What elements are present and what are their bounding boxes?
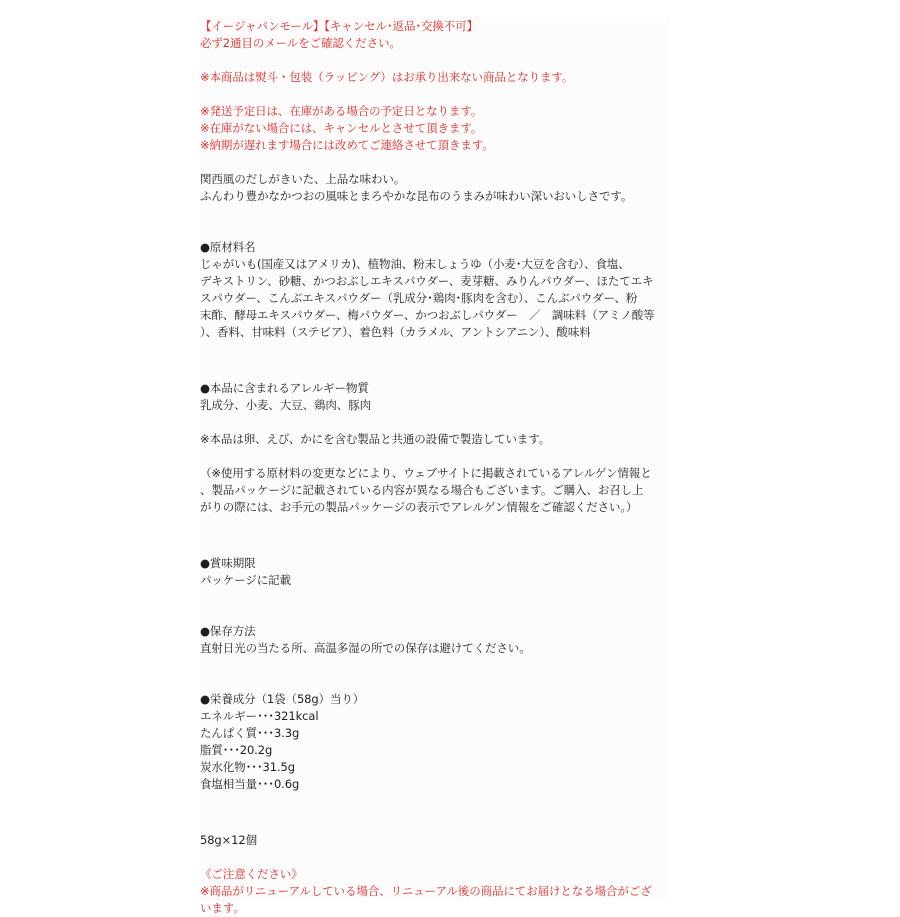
notice-section <box>200 18 670 154</box>
shipping-notice-line: ※在庫がない場合には、キャンセルとさせて頂きます。 <box>200 121 483 135</box>
nutrition-item: 食塩相当量･･･0.6g <box>200 777 300 791</box>
ingredients-line: デキストリン、砂糖、かつおぶしエキスパウダー、麦芽糖、みりんパウダー、ほたてエキ <box>200 274 654 288</box>
description-line: 関西風のだしがきいた、上品な味わい。 <box>200 172 406 186</box>
allergens-list: 乳成分、小麦、大豆、鶏肉、豚肉 <box>200 398 371 412</box>
quantity-info: 58g×12個 <box>200 833 258 847</box>
nutrition-item: 脂質･･･20.2g <box>200 743 273 757</box>
caution-section <box>200 866 670 917</box>
allergens-heading: ●本品に含まれるアレルギー物質 <box>200 381 369 395</box>
allergens-note-line: （※使用する原材料の変更などにより、ウェブサイトに掲載されているアレルゲン情報と <box>200 466 652 480</box>
shipping-notice-line: ※納期が遅れます場合には改めてご連絡させて頂きます。 <box>200 138 494 152</box>
wrapping-notice: ※本商品は熨斗・包装（ラッピング）はお承り出来ない商品となります。 <box>200 70 574 84</box>
allergens-section <box>200 380 670 516</box>
ingredients-section <box>200 239 670 341</box>
storage-heading: ●保存方法 <box>200 624 256 638</box>
ingredients-heading: ●原材料名 <box>200 240 256 254</box>
expiry-heading: ●賞味期限 <box>200 556 256 570</box>
allergens-facility-note: ※本品は卵、えび、かにを含む製品と共通の設備で製造しています。 <box>200 432 551 446</box>
caution-line: ※商品がリニューアルしている場合、リニューアル後の商品にてお届けとなる場合がござ <box>200 884 652 898</box>
expiry-value: パッケージに記載 <box>200 573 291 587</box>
ingredients-line: じゃがいも(国産又はアメリカ)、植物油、粉末しょうゆ（小麦･大豆を含む）、食塩、 <box>200 257 630 271</box>
nutrition-heading: ●栄養成分（1袋（58g）当り） <box>200 692 365 706</box>
caution-line: います。 <box>200 901 245 915</box>
storage-value: 直射日光の当たる所、高温多湿の所での保存は避けてください。 <box>200 641 531 655</box>
email-confirm-notice: 必ず2通目のメールをご確認ください。 <box>200 36 401 50</box>
caution-heading: 《ご注意ください》 <box>200 867 303 881</box>
store-notice-title: 【イージャパンモール】【キャンセル･返品･交換不可】 <box>200 19 478 33</box>
allergens-note-line: がりの際には、お手元の製品パッケージの表示でアレルゲン情報をご確認ください。） <box>200 500 638 514</box>
shipping-notice-line: ※発送予定日は、在庫がある場合の予定日となります。 <box>200 104 483 118</box>
storage-section <box>200 623 670 657</box>
ingredients-line: 末酢、酵母エキスパウダー、梅パウダー、かつおぶしパウダー ／ 調味料（アミノ酸等 <box>200 308 655 322</box>
ingredients-line: スパウダー、こんぶエキスパウダー（乳成分･鶏肉･豚肉を含む）、こんぶパウダー、粉 <box>200 291 638 305</box>
description-section <box>200 171 670 205</box>
ingredients-line: ）、香料、甘味料（ステビア）、着色料（カラメル、アントシアニン）、酸味料 <box>200 325 591 339</box>
description-line: ふんわり豊かなかつおの風味とまろやかな昆布のうまみが味わい深いおいしさです。 <box>200 189 633 203</box>
expiry-section <box>200 555 670 589</box>
nutrition-item: エネルギー･･･321kcal <box>200 709 319 723</box>
nutrition-item: たんぱく質･･･3.3g <box>200 726 300 740</box>
allergens-note-line: 、製品パッケージに記載されている内容が異なる場合もございます。ご購入、お召し上 <box>200 483 644 497</box>
product-description <box>200 18 670 915</box>
nutrition-section <box>200 691 670 793</box>
nutrition-item: 炭水化物･･･31.5g <box>200 760 295 774</box>
